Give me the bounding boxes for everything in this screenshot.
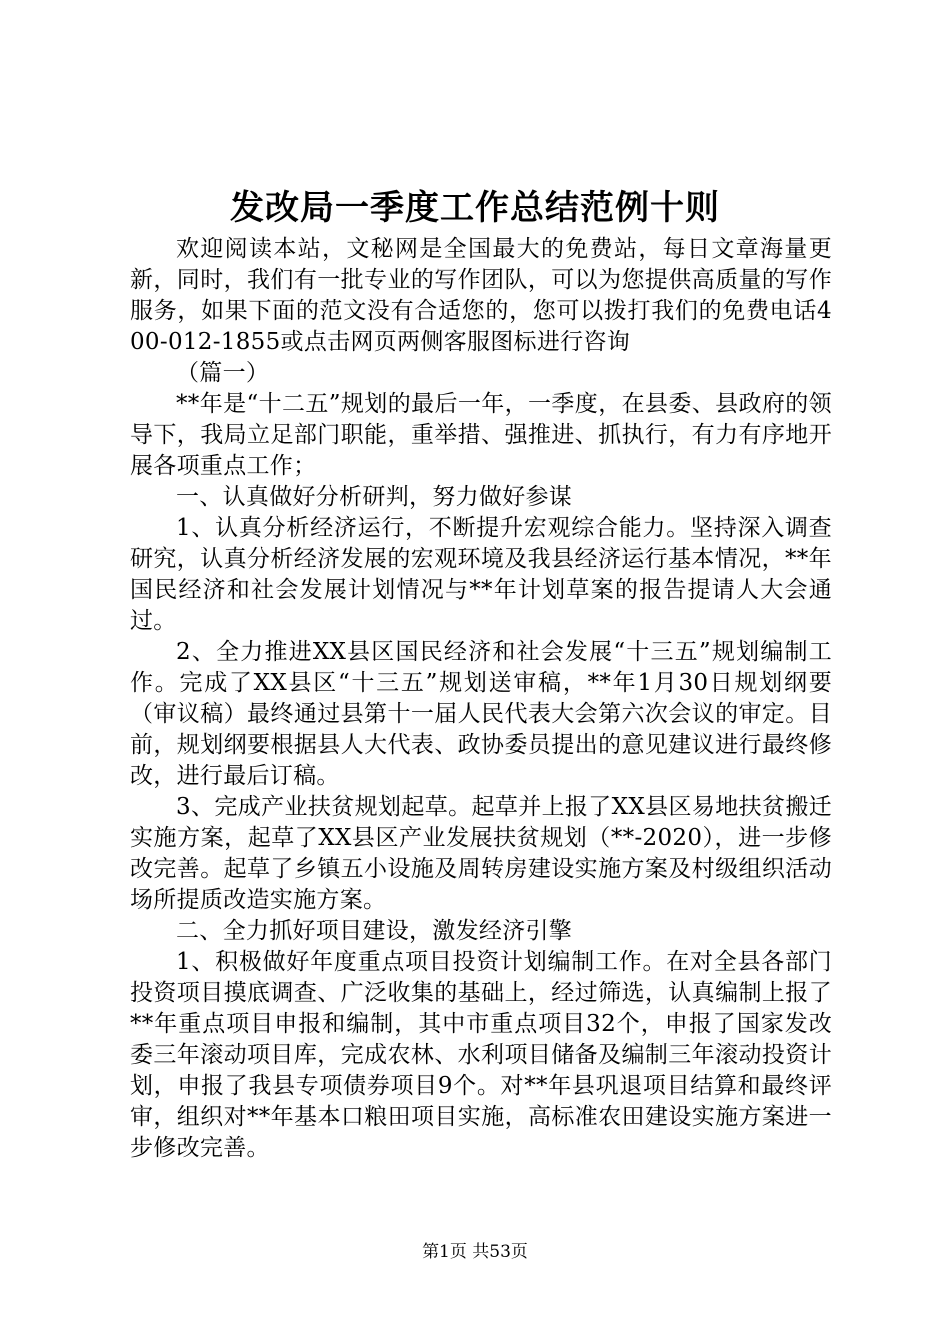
body-paragraph: 1、认真分析经济运行，不断提升宏观综合能力。坚持深入调查研究，认真分析经济发展的宏观环境及我县经济运行基本情况，**年国民经济和社会发展计划情况与**年计划草案的报告提请人大会通过。: [130, 515, 832, 634]
section-label: （篇一）: [176, 360, 270, 386]
body-paragraph: **年是“十二五”规划的最后一年，一季度，在县委、县政府的领导下，我局立足部门职能，重举措、强推进、抓执行，有力有序地开展各项重点工作；: [130, 391, 832, 479]
section-heading: 一、认真做好分析研判，努力做好参谋: [176, 484, 573, 510]
page-number-footer: 第1页 共53页: [422, 1242, 528, 1262]
body-paragraph: 3、完成产业扶贫规划起草。起草并上报了XX县区易地扶贫搬迁实施方案，起草了XX县区产业发展扶贫规划（**-2020），进一步修改完善。起草了乡镇五小设施及周转房建设实施方案及村级组织活动场所提质改造实施方案。: [130, 794, 832, 913]
body-paragraph: 1、积极做好年度重点项目投资计划编制工作。在对全县各部门投资项目摸底调查、广泛收集的基础上，经过筛选，认真编制上报了**年重点项目申报和编制，其中市重点项目32个，申报了国家发改委三年滚动项目库，完成农林、水利项目储备及编制三年滚动投资计划，申报了我县专项债券项目9个。对**年县巩退项目结算和最终评审，组织对**年基本口粮田项目实施，高标准农田建设实施方案进一步修改完善。: [130, 949, 832, 1161]
section-heading: 二、全力抓好项目建设，激发经济引擎: [176, 918, 573, 944]
intro-paragraph: 欢迎阅读本站，文秘网是全国最大的免费站，每日文章海量更新，同时，我们有一批专业的写作团队，可以为您提供高质量的写作服务，如果下面的范文没有合适您的，您可以拨打我们的免费电话400-012-1855或点击网页两侧客服图标进行咨询: [130, 236, 832, 355]
document-title: 发改局一季度工作总结范例十则: [230, 188, 720, 228]
body-paragraph: 2、全力推进XX县区国民经济和社会发展“十三五”规划编制工作。完成了XX县区“十三五”规划送审稿，**年1月30日规划纲要（审议稿）最终通过县第十一届人民代表大会第六次会议的审定。目前，规划纲要根据县人大代表、政协委员提出的意见建议进行最终修改，进行最后订稿。: [130, 639, 832, 789]
document-body: [130, 234, 832, 1164]
